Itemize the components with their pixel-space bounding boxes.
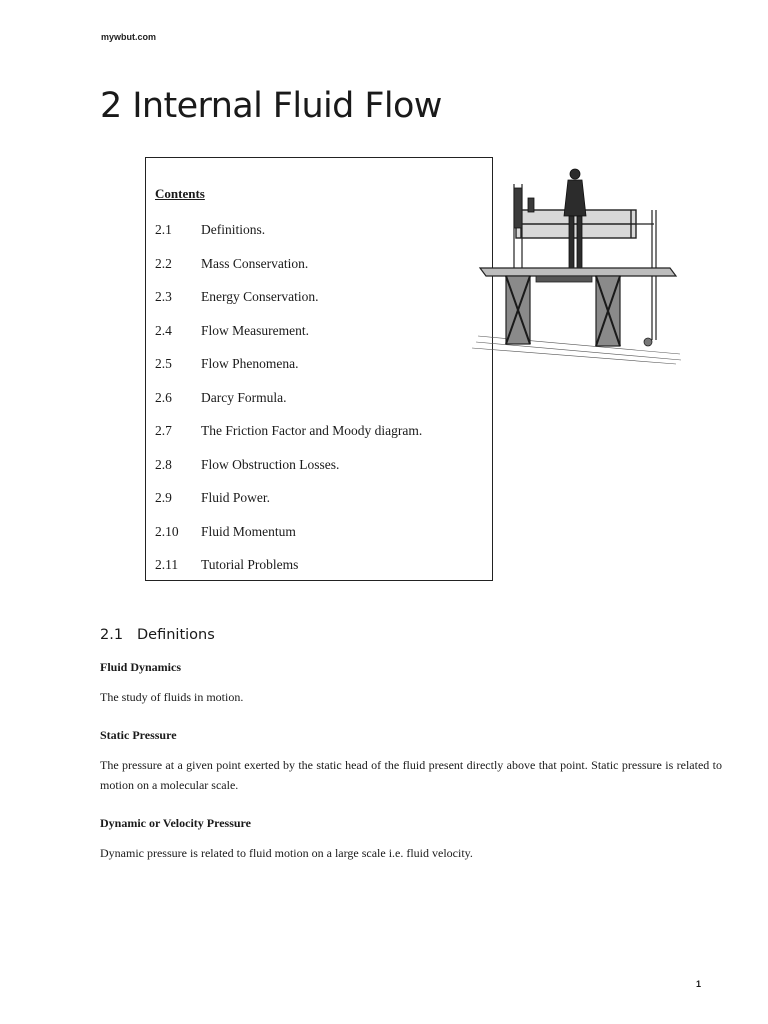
toc-number: 2.11 [155, 557, 179, 572]
toc-item[interactable] [155, 390, 422, 424]
toc-number: 2.3 [155, 289, 172, 304]
term-heading: Dynamic or Velocity Pressure [100, 816, 251, 830]
toc-number: 2.7 [155, 423, 172, 438]
toc-label: Fluid Power. [201, 490, 271, 505]
section-heading [100, 627, 215, 643]
term-heading: Fluid Dynamics [100, 660, 182, 674]
toc-item[interactable] [155, 557, 422, 591]
chapter-title: 2 Internal Fluid Flow [100, 86, 442, 126]
page-number: 1 [696, 979, 702, 989]
section-title: Definitions [137, 627, 215, 643]
toc-label: Flow Measurement. [201, 322, 309, 338]
toc-label: Mass Conservation. [201, 255, 309, 271]
toc-item[interactable] [155, 457, 422, 491]
toc-number: 2.4 [155, 322, 172, 338]
term-definition: Dynamic pressure is related to fluid motion on a large scale i.e. fluid velocity. [100, 846, 473, 860]
toc-label: Flow Obstruction Losses. [201, 456, 340, 472]
toc-item[interactable] [155, 289, 422, 323]
toc-label: Energy Conservation. [201, 289, 319, 304]
toc-number: 2.9 [155, 490, 172, 505]
toc-item[interactable] [155, 323, 422, 357]
toc-label: Fluid Momentum [201, 523, 296, 539]
toc-label: The Friction Factor and Moody diagram. [201, 423, 423, 438]
toc-item[interactable] [155, 490, 422, 524]
term-definition: The study of fluids in motion. [100, 690, 244, 704]
toc-label: Darcy Formula. [201, 389, 287, 405]
contents-heading: Contents [155, 186, 205, 201]
term-heading: Static Pressure [100, 728, 177, 742]
toc-label: Tutorial Problems [201, 557, 299, 572]
toc-number: 2.8 [155, 456, 172, 472]
toc-item[interactable] [155, 222, 422, 256]
toc-number: 2.2 [155, 255, 172, 271]
toc-item[interactable] [155, 356, 422, 390]
section-number: 2.1 [100, 627, 124, 643]
contents-list [155, 222, 422, 591]
toc-label: Definitions. [201, 222, 266, 237]
toc-item[interactable] [155, 524, 422, 558]
contents-box [145, 157, 493, 581]
toc-number: 2.5 [155, 356, 172, 371]
site-name: mywbut.com [101, 32, 157, 42]
term-definition: The pressure at a given point exerted by the static head of the fluid present directly above that point. Static pressure is related to motion on a molecular scale. [100, 758, 722, 792]
toc-number: 2.6 [155, 389, 172, 405]
toc-number: 2.1 [155, 222, 172, 237]
toc-item[interactable] [155, 423, 422, 457]
toc-number: 2.10 [155, 523, 179, 539]
toc-item[interactable] [155, 256, 422, 290]
reynolds-apparatus-illustration [466, 164, 688, 370]
toc-label: Flow Phenomena. [201, 356, 299, 371]
